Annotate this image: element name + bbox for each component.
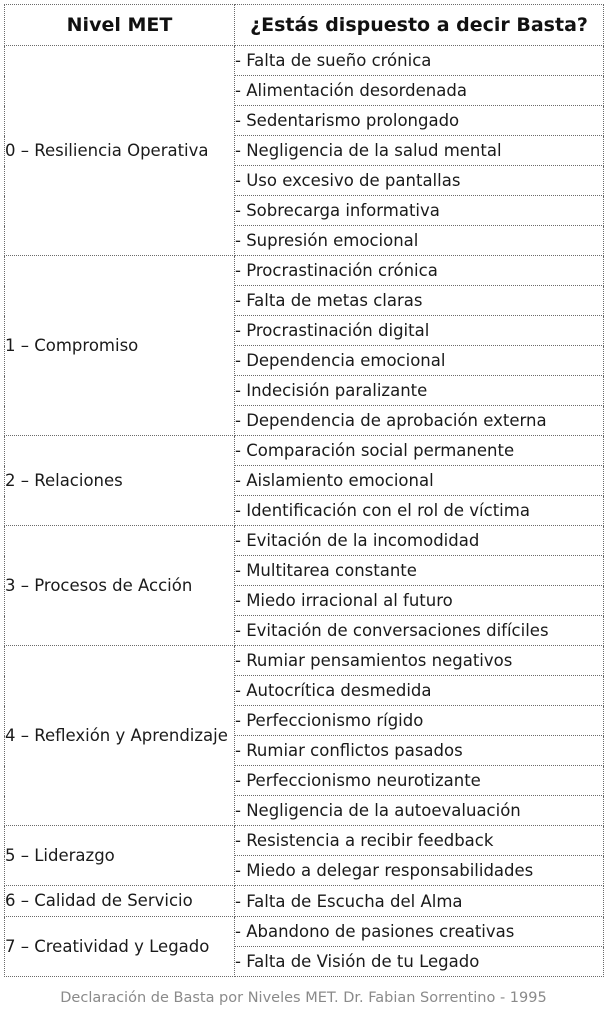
table-row — [5, 826, 604, 856]
list-item: - Rumiar conflictos pasados — [235, 736, 604, 766]
figure-caption: Declaración de Basta por Niveles MET. Dr. Fabian Sorrentino - 1995 — [60, 990, 547, 1006]
level-label: 1 – Compromiso — [5, 256, 235, 436]
level-label: 2 – Relaciones — [5, 436, 235, 526]
level-label: 4 – Reflexión y Aprendizaje — [5, 646, 235, 826]
table-row — [5, 886, 604, 917]
level-label: 6 – Calidad de Servicio — [5, 886, 235, 917]
header-row — [5, 5, 604, 46]
list-item: - Resistencia a recibir feedback — [235, 826, 604, 856]
list-item: - Falta de metas claras — [235, 286, 604, 316]
list-item: - Evitación de conversaciones difíciles — [235, 616, 604, 646]
table-row — [5, 46, 604, 76]
list-item: - Procrastinación crónica — [235, 256, 604, 286]
table-row — [5, 436, 604, 466]
list-item: - Falta de Escucha del Alma — [235, 886, 604, 917]
list-item: - Negligencia de la autoevaluación — [235, 796, 604, 826]
table-row — [5, 526, 604, 556]
list-item: - Autocrítica desmedida — [235, 676, 604, 706]
level-label: 3 – Procesos de Acción — [5, 526, 235, 646]
table-row — [5, 256, 604, 286]
list-item: - Identificación con el rol de víctima — [235, 496, 604, 526]
list-item: - Perfeccionismo neurotizante — [235, 766, 604, 796]
list-item: - Perfeccionismo rígido — [235, 706, 604, 736]
list-item: - Miedo a delegar responsabilidades — [235, 856, 604, 886]
level-label: 7 – Creatividad y Legado — [5, 917, 235, 977]
list-item: - Aislamiento emocional — [235, 466, 604, 496]
header-decir-basta: ¿Estás dispuesto a decir Basta? — [235, 5, 604, 46]
list-item: - Multitarea constante — [235, 556, 604, 586]
list-item: - Alimentación desordenada — [235, 76, 604, 106]
header-nivel-met: Nivel MET — [5, 5, 235, 46]
list-item: - Sobrecarga informativa — [235, 196, 604, 226]
list-item: - Falta de sueño crónica — [235, 46, 604, 76]
list-item: - Sedentarismo prolongado — [235, 106, 604, 136]
table-row — [5, 646, 604, 676]
list-item: - Abandono de pasiones creativas — [235, 917, 604, 947]
list-item: - Uso excesivo de pantallas — [235, 166, 604, 196]
table-row — [5, 917, 604, 947]
list-item: - Miedo irracional al futuro — [235, 586, 604, 616]
list-item: - Supresión emocional — [235, 226, 604, 256]
level-label: 0 – Resiliencia Operativa — [5, 46, 235, 256]
list-item: - Comparación social permanente — [235, 436, 604, 466]
list-item: - Dependencia emocional — [235, 346, 604, 376]
list-item: - Negligencia de la salud mental — [235, 136, 604, 166]
level-label: 5 – Liderazgo — [5, 826, 235, 886]
list-item: - Evitación de la incomodidad — [235, 526, 604, 556]
list-item: - Procrastinación digital — [235, 316, 604, 346]
list-item: - Rumiar pensamientos negativos — [235, 646, 604, 676]
met-table — [4, 4, 604, 977]
list-item: - Falta de Visión de tu Legado — [235, 947, 604, 977]
list-item: - Indecisión paralizante — [235, 376, 604, 406]
list-item: - Dependencia de aprobación externa — [235, 406, 604, 436]
